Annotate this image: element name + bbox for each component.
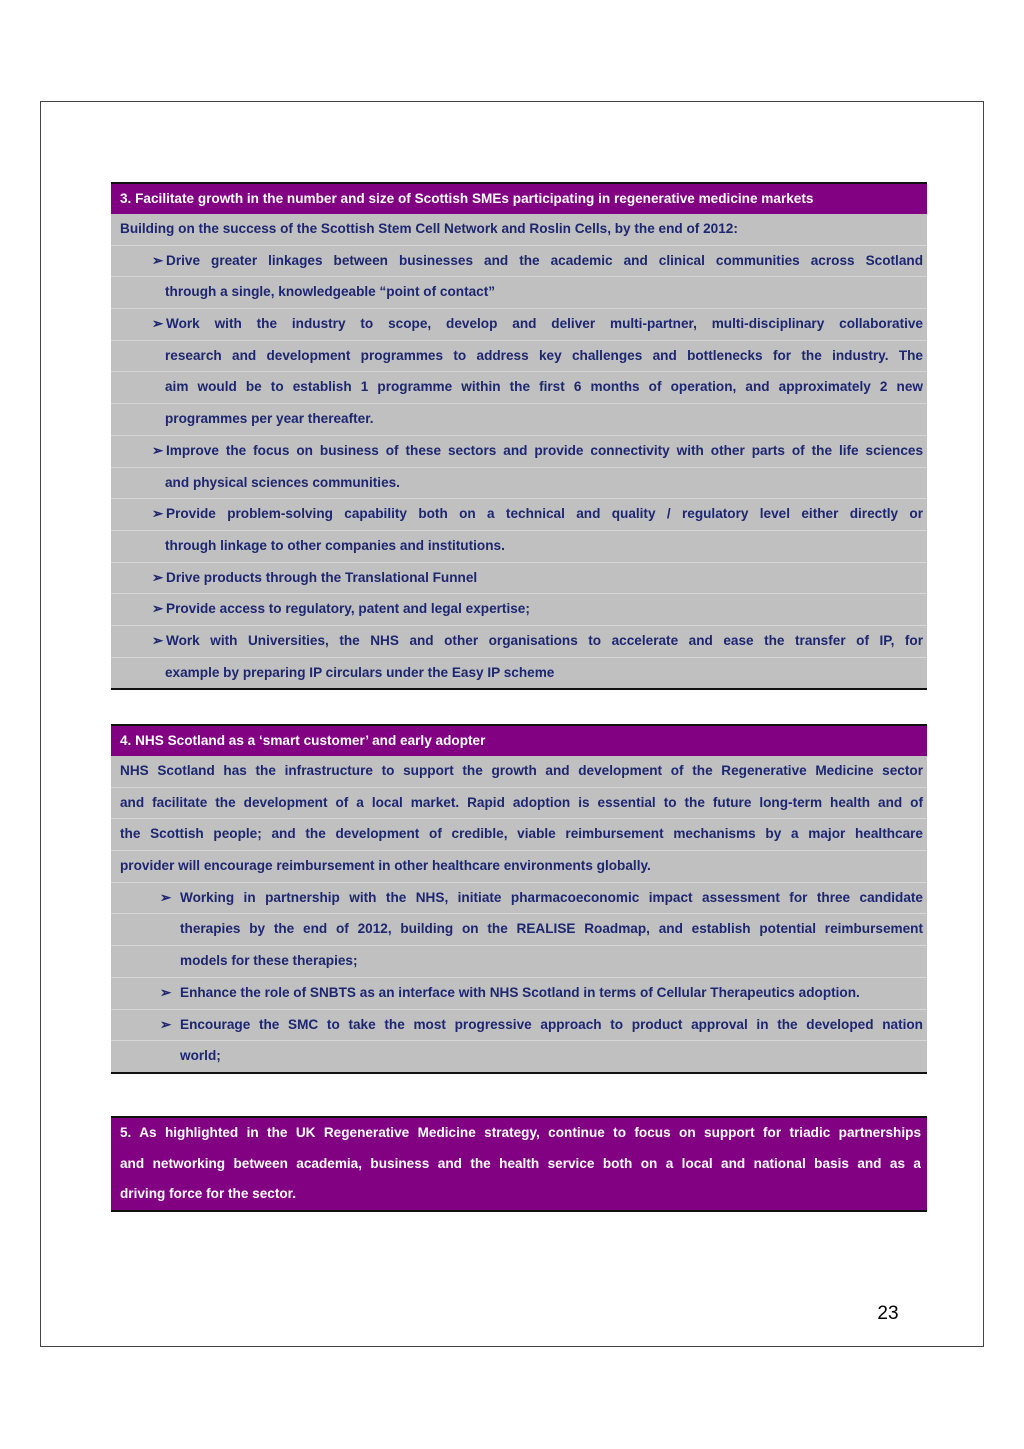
arrow-bullet-icon: ➢ [160, 889, 172, 905]
arrow-bullet-icon: ➢ [152, 601, 164, 617]
section-5-heading [111, 1116, 927, 1212]
section-3-heading-text: 3. Facilitate growth in the number and size of Scottish SMEs participating in regenerative medicine markets [120, 191, 814, 206]
list-item-continuation: research and development programmes to address key challenges and bottlenecks for the industry. The [111, 340, 927, 372]
list-item: ➢ Work with the industry to scope, develop and deliver multi-partner, multi-disciplinary collaborative [111, 308, 927, 340]
list-item-continuation: example by preparing IP circulars under the Easy IP scheme [111, 657, 927, 689]
section-5-box [111, 1116, 927, 1212]
section-3-box [111, 182, 927, 690]
section-4-intro-line: NHS Scotland has the infrastructure to support the growth and development of the Regenerative Medicine sector [120, 763, 923, 778]
section-4-heading-text: 4. NHS Scotland as a ‘smart customer’ and early adopter [120, 733, 486, 748]
section-5-line: 5. As highlighted in the UK Regenerative Medicine strategy, continue to focus on support for triadic partnerships [120, 1125, 921, 1140]
section-4-box [111, 724, 927, 1074]
list-item-continuation: programmes per year thereafter. [111, 403, 927, 435]
arrow-bullet-icon: ➢ [160, 1016, 172, 1032]
arrow-bullet-icon: ➢ [152, 569, 164, 585]
list-item: ➢ Work with Universities, the NHS and other organisations to accelerate and ease the transfer of IP, for [111, 625, 927, 657]
section-3-body [111, 214, 927, 690]
list-item: ➢ Encourage the SMC to take the most progressive approach to product approval in the developed nation [111, 1009, 927, 1041]
section-3-heading [111, 182, 927, 214]
list-item-continuation: world; [111, 1040, 927, 1072]
section-4-body [111, 756, 927, 1074]
section-4-intro-line: and facilitate the development of a local market. Rapid adoption is essential to the future long-term health and of [111, 787, 927, 819]
list-item-continuation: through linkage to other companies and institutions. [111, 530, 927, 562]
arrow-bullet-icon: ➢ [152, 632, 164, 648]
list-item-continuation: models for these therapies; [111, 945, 927, 977]
list-item-continuation: through a single, knowledgeable “point of contact” [111, 276, 927, 308]
list-item: ➢ Enhance the role of SNBTS as an interface with NHS Scotland in terms of Cellular Therapeutics adoption. [111, 977, 927, 1009]
list-item-continuation: and physical sciences communities. [111, 467, 927, 499]
arrow-bullet-icon: ➢ [160, 984, 172, 1000]
section-5-line: driving force for the sector. [120, 1186, 297, 1202]
list-item: ➢ Provide problem-solving capability both on a technical and quality / regulatory level either directly or [111, 498, 927, 530]
list-item: ➢ Drive products through the Translational Funnel [111, 562, 927, 594]
page-number: 23 [877, 1303, 899, 1324]
list-item: ➢ Drive greater linkages between businesses and the academic and clinical communities across Scotland [111, 245, 927, 277]
list-item-continuation: aim would be to establish 1 programme within the first 6 months of operation, and approximately 2 new [111, 371, 927, 403]
list-item: ➢ Working in partnership with the NHS, initiate pharmacoeconomic impact assessment for three candidate [111, 882, 927, 914]
arrow-bullet-icon: ➢ [152, 252, 164, 268]
section-4-intro-line: the Scottish people; and the development of credible, viable reimbursement mechanisms by a major healthcare [111, 818, 927, 850]
section-5-line: and networking between academia, business and the health service both on a local and national basis and as a [120, 1155, 921, 1171]
list-item: ➢ Provide access to regulatory, patent and legal expertise; [111, 593, 927, 625]
section-4-heading [111, 724, 927, 756]
arrow-bullet-icon: ➢ [152, 442, 164, 458]
list-item: ➢ Improve the focus on business of these sectors and provide connectivity with other parts of the life sciences [111, 435, 927, 467]
arrow-bullet-icon: ➢ [152, 506, 164, 522]
list-item-continuation: therapies by the end of 2012, building on the REALISE Roadmap, and establish potential reimbursement [111, 913, 927, 945]
section-3-intro: Building on the success of the Scottish Stem Cell Network and Roslin Cells, by the end of 2012: [120, 221, 738, 236]
section-4-intro-line: provider will encourage reimbursement in other healthcare environments globally. [111, 850, 927, 882]
arrow-bullet-icon: ➢ [152, 316, 164, 332]
